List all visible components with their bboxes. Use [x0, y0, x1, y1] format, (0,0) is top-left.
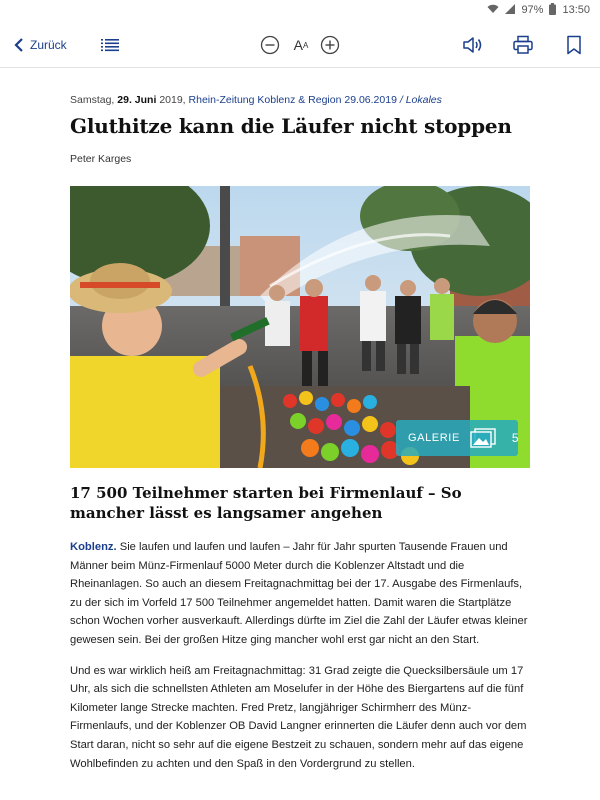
- gallery-label: GALERIE: [408, 432, 460, 444]
- bookmark-button[interactable]: [561, 22, 587, 68]
- increase-font-button[interactable]: [318, 22, 342, 68]
- minus-circle-icon: [260, 35, 280, 55]
- article-subheadline: 17 500 Teilnehmer starten bei Firmenlauf – So mancher lässt es langsamer angehen: [70, 484, 462, 522]
- chevron-left-icon: [14, 38, 24, 52]
- font-size-indicator: A A: [293, 37, 309, 53]
- list-icon: [101, 38, 119, 52]
- print-button[interactable]: [510, 22, 536, 68]
- image-gallery-icon: [470, 428, 496, 448]
- source-link[interactable]: Rhein-Zeitung Koblenz & Region 29.06.2019: [188, 94, 397, 106]
- city-lead: Koblenz.: [70, 541, 117, 553]
- gallery-button[interactable]: [396, 420, 518, 456]
- article-photo[interactable]: [70, 186, 530, 468]
- battery-level: 97%: [521, 4, 544, 16]
- bookmark-icon: [566, 35, 582, 55]
- date: 29. Juni: [117, 94, 157, 106]
- section-link[interactable]: Lokales: [405, 94, 442, 106]
- author: Peter Karges: [70, 153, 132, 165]
- decrease-font-button[interactable]: [258, 22, 282, 68]
- signal-icon: [505, 4, 515, 17]
- read-aloud-button[interactable]: [460, 22, 486, 68]
- article-paragraph: Und es war wirklich heiß am Freitagnachmittag: 31 Grad zeigte die Quecksilbersäule um 17 Uhr, als sich die schnellsten Athleten am Moselufer in der Höhe des Biergartens auf die fünf Kilometer lange Strecke machten. Fred Pretz, langjähriger Schirmherr des Münz-Firmenlaufs, und der Koblenzer OB David Langner erinnerten die Läufer denn auch vor dem Start daran, nicht so sehr auf die eigene Bestzeit zu schauen, sondern mehr auf das eigene Wohlbefinden zu achten und den Spaß in den Vordergrund zu stellen.: [70, 664, 527, 770]
- dateline: Samstag, 29. Juni 2019, Rhein-Zeitung Koblenz & Region 29.06.2019 / Lokales: [70, 94, 442, 106]
- back-label: Zurück: [30, 38, 67, 52]
- table-of-contents-button[interactable]: [98, 22, 122, 68]
- plus-circle-icon: [320, 35, 340, 55]
- article-paragraph: Koblenz. Sie laufen und laufen und laufen – Jahr für Jahr spurten Tausende Frauen und Männer beim Münz-Firmenlauf 5000 Meter durch die Koblenzer Altstadt und die Rheinanlagen. So auch an diesem Freitagnachmittag bei der 17. Ausgabe des Firmenlaufs, zu der sich im Vorfeld 17 500 Teilnehmer angemeldet hatten. Damit waren die Startplätze schon Wochen vorher ausverkauft. Allerdings dürfte im Ziel die Zahl der Läufer etwas kleiner gewesen sein. Bei der großen Hitze ging mancher wohl erst gar nicht an den Start.: [70, 541, 528, 646]
- status-bar: [0, 0, 600, 20]
- back-button[interactable]: [14, 22, 67, 68]
- article-headline: Gluthitze kann die Läufer nicht stoppen: [70, 114, 512, 138]
- article: [70, 68, 530, 773]
- wifi-icon: [487, 4, 499, 17]
- battery-icon: [549, 3, 556, 18]
- speaker-icon: [462, 35, 484, 55]
- clock: 13:50: [562, 4, 590, 16]
- gallery-count: 5: [511, 431, 520, 445]
- reader-toolbar: [0, 22, 600, 68]
- printer-icon: [512, 35, 534, 55]
